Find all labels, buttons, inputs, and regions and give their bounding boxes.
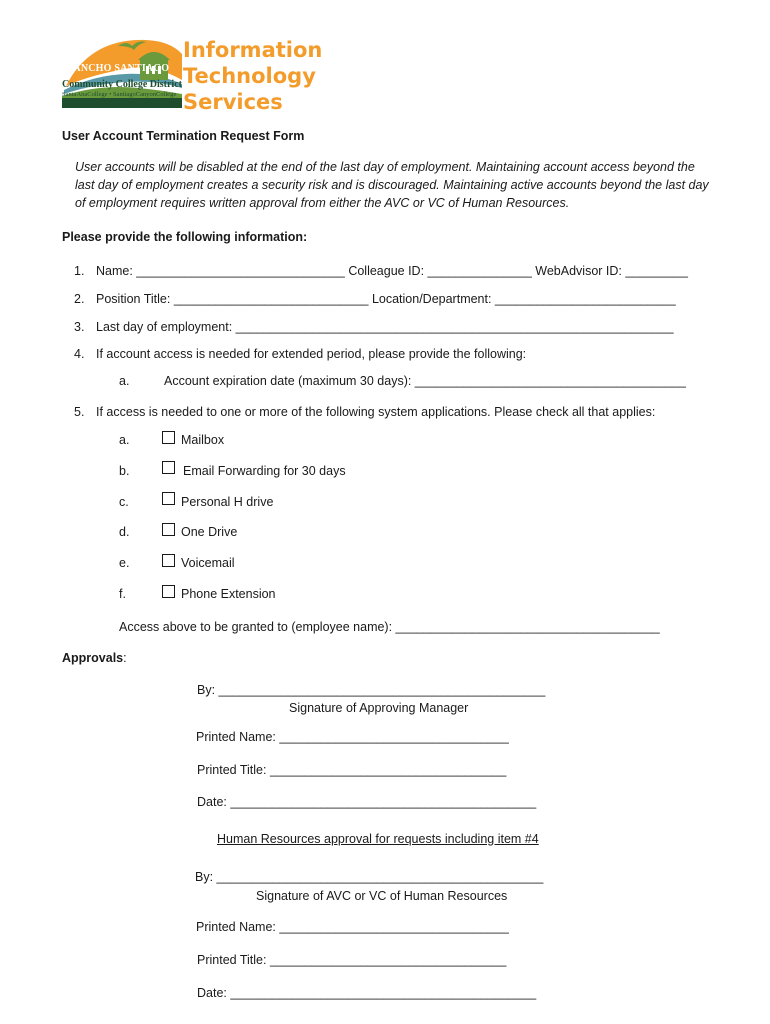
logo-line1: RANCHO SANTIAGO — [66, 63, 170, 74]
checkbox-letter: a. — [119, 433, 130, 447]
approvals-label: Approvals — [62, 651, 124, 665]
item-extended-access: If account access is needed for extended period, please provide the following: — [96, 347, 527, 361]
manager-signature-line[interactable]: By: _______________________________________________ — [197, 683, 546, 697]
approvals-colon: : — [123, 651, 127, 665]
checkbox-label: Voicemail — [181, 556, 235, 570]
item-name-line[interactable]: Name: ______________________________ Colleague ID: _______________ WebAdvisor ID: _________ — [96, 264, 688, 278]
checkbox-label: One Drive — [181, 525, 238, 539]
form-title: User Account Termination Request Form — [62, 129, 305, 143]
hr-signature-line[interactable]: By: _______________________________________________ — [195, 870, 544, 884]
manager-printed-name-line[interactable]: Printed Name: _________________________________ — [196, 730, 509, 744]
item-position-line[interactable]: Position Title: ____________________________ Location/Department: __________________________ — [96, 292, 676, 306]
hr-printed-title-line[interactable]: Printed Title: __________________________________ — [197, 953, 507, 967]
item-number-2: 2. — [74, 292, 85, 306]
hr-date-line[interactable]: Date: ____________________________________________ — [197, 986, 537, 1000]
checkbox-label: Phone Extension — [181, 587, 276, 601]
hr-printed-name-line[interactable]: Printed Name: _________________________________ — [196, 920, 509, 934]
access-granted-line[interactable]: Access above to be granted to (employee name): ______________________________________ — [119, 620, 660, 634]
expiration-date-line[interactable]: Account expiration date (maximum 30 days): _______________________________________ — [164, 374, 686, 388]
item-number-5: 5. — [74, 405, 85, 419]
manager-signature-caption: Signature of Approving Manager — [289, 701, 469, 715]
approvals-heading — [62, 651, 127, 665]
intro-paragraph: User accounts will be disabled at the end of the last day of employment. Maintaining account access beyond the last day of employment creates a security risk and is discouraged. Maintaining active accounts beyond the last day of employment requires written approval from either the AVC or VC of Human Resources. — [75, 160, 709, 210]
mailbox-checkbox[interactable] — [162, 431, 175, 444]
logo-district-text — [62, 63, 182, 98]
logo-title-line2: Technology — [183, 64, 316, 88]
item-number-1: 1. — [74, 264, 85, 278]
phone-extension-checkbox[interactable] — [162, 585, 175, 598]
checkbox-label: Mailbox — [181, 433, 225, 447]
email-forwarding-checkbox[interactable] — [162, 461, 175, 474]
checkbox-label: Email Forwarding for 30 days — [183, 464, 346, 478]
checkbox-label: Personal H drive — [181, 495, 274, 509]
checkbox-letter: b. — [119, 464, 130, 478]
checkbox-letter: f. — [119, 587, 126, 601]
item-system-applications: If access is needed to one or more of the following system applications. Please check all that applies: — [96, 405, 656, 419]
item-number-4: 4. — [74, 347, 85, 361]
checkbox-letter: c. — [119, 495, 129, 509]
manager-printed-title-line[interactable]: Printed Title: __________________________________ — [197, 763, 507, 777]
logo-title-line1: Information — [183, 38, 323, 62]
one-drive-checkbox[interactable] — [162, 523, 175, 536]
logo-line2: Community College District — [62, 79, 182, 90]
item-number-3: 3. — [74, 320, 85, 334]
logo-title-line3: Services — [183, 90, 283, 114]
item-last-day-line[interactable]: Last day of employment: _______________________________________________________________ — [96, 320, 674, 334]
voicemail-checkbox[interactable] — [162, 554, 175, 567]
personal-h-drive-checkbox[interactable] — [162, 492, 175, 505]
hr-approval-heading: Human Resources approval for requests including item #4 — [217, 832, 539, 846]
checkbox-letter: e. — [119, 556, 130, 570]
manager-date-line[interactable]: Date: ____________________________________________ — [197, 795, 537, 809]
info-prompt: Please provide the following information: — [62, 230, 308, 244]
logo-title — [183, 37, 322, 115]
hr-signature-caption: Signature of AVC or VC of Human Resources — [256, 889, 508, 903]
logo-line3: SantaAnaCollege • SantiagoCanyonCollege — [62, 91, 177, 98]
checkbox-letter: d. — [119, 525, 130, 539]
item4-sub-letter: a. — [119, 374, 130, 388]
